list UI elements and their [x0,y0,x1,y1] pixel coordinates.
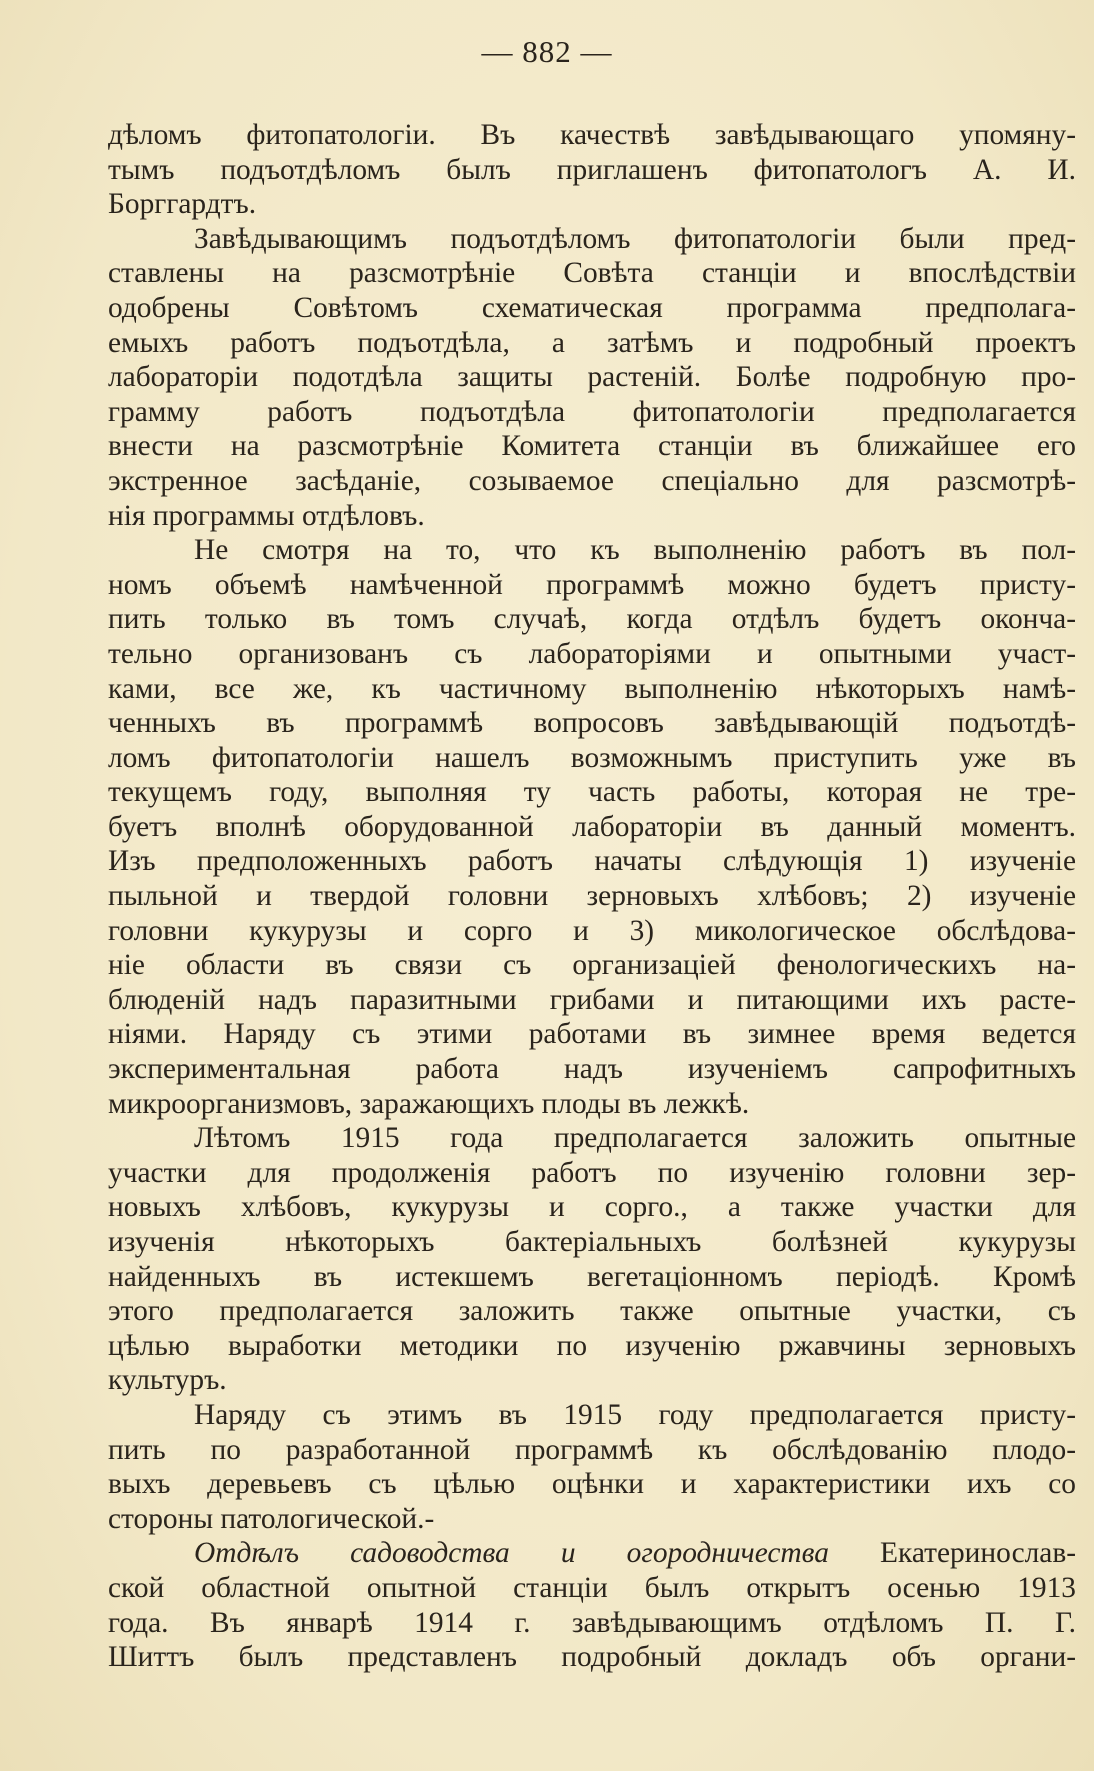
text-line: выхъ деревьевъ съ цѣлью оцѣнки и характеристики ихъ со [108,1468,1076,1501]
text-line: емыхъ работъ подъотдѣла, а затѣмъ и подробный проектъ [108,326,1076,359]
section-start-line [108,1536,1076,1571]
text-line: пить только въ томъ случаѣ, когда отдѣлъ будетъ оконча- [108,603,1076,636]
section-heading: Отдѣлъ садоводства и огородничества [194,1537,829,1570]
text-line: экстренное засѣданіе, созываемое спеціально для разсмотрѣ- [108,464,1076,497]
text-line: ломъ фитопатологіи нашелъ возможнымъ приступить уже въ [108,741,1076,774]
text-line: одобрены Совѣтомъ схематическая программа предполага- [108,291,1076,324]
text-line: блюденій надъ паразитными грибами и питающими ихъ расте- [108,983,1076,1016]
paragraph-start-line: Лѣтомъ 1915 года предполагается заложить опытные [194,1122,1076,1155]
text-line: микроорганизмовъ, заражающихъ плоды въ лежкѣ. [108,1087,750,1120]
text-line: участки для продолженія работъ по изученію головни зер- [108,1156,1076,1189]
text-line: ками, все же, къ частичному выполненію нѣкоторыхъ намѣ- [108,672,1076,705]
text-line: буетъ вполнѣ оборудованной лабораторіи въ данный моментъ. [108,810,1076,843]
text-line: Борггардтъ. [108,188,257,221]
text-line: цѣлью выработки методики по изученію ржавчины зерновыхъ [108,1329,1076,1362]
text-line: стороны патологической.- [108,1502,435,1535]
text-line: лабораторіи подотдѣла защиты растеній. Болѣе подробную про- [108,361,1076,394]
text-line: этого предполагается заложить также опытные участки, съ [108,1295,1076,1328]
text-line: изученія нѣкоторыхъ бактеріальныхъ болѣзней кукурузы [108,1226,1076,1258]
text-line: головни кукурузы и сорго и 3) микологическое обслѣдова- [108,914,1076,947]
paragraph-start-line: Не смотря на то, что къ выполненію работъ въ пол- [194,534,1076,567]
text-line: пыльной и твердой головни зерновыхъ хлѣбовъ; 2) изученіе [108,880,1076,913]
text-line: ской областной опытной станціи былъ открытъ осенью 1913 [108,1571,1076,1604]
text-line: ченныхъ въ программѣ вопросовъ завѣдывающій подъотдѣ- [108,707,1076,740]
text-line: найденныхъ въ истекшемъ вегетаціонномъ періодѣ. Кромѣ [108,1260,1076,1293]
text-line: текущемъ году, выполняя ту часть работы, которая не тре- [108,776,1076,809]
text-line: грамму работъ подъотдѣла фитопатологіи предполагается [108,395,1076,428]
body-text [108,118,1076,1675]
text-line: года. Въ январѣ 1914 г. завѣдывающимъ отдѣломъ П. Г. [108,1606,1076,1639]
text-line: Шиттъ былъ представленъ подробный докладъ объ органи- [108,1641,1076,1674]
text-line: экспериментальная работа надъ изученіемъ сапрофитныхъ [108,1053,1076,1086]
text-line: новыхъ хлѣбовъ, кукурузы и сорго., а также участки для [108,1191,1076,1224]
paragraph-start-line: Завѣдывающимъ подъотдѣломъ фитопатологіи были пред- [194,222,1076,255]
text-line: нія программы отдѣловъ. [108,499,425,532]
text-line: ніями. Наряду съ этими работами въ зимнее время ведется [108,1018,1076,1051]
text-line: внести на разсмотрѣніе Комитета станціи въ ближайшее его [108,430,1076,463]
text-line: тымъ подъотдѣломъ былъ приглашенъ фитопатологъ А. И. [108,153,1076,186]
text-line: тельно организованъ съ лабораторіями и опытными участ- [108,637,1076,670]
text-line: дѣломъ фитопатологіи. Въ качествѣ завѣдывающаго упомяну- [108,119,1076,151]
page-number: — 882 — [481,34,613,69]
text-line: культуръ. [108,1364,227,1397]
text-line: номъ объемѣ намѣченной программѣ можно будетъ присту- [108,568,1076,601]
paragraph-start-line: Наряду съ этимъ въ 1915 году предполагается присту- [194,1398,1076,1431]
section-start-text: Екатеринослав- [880,1537,1076,1570]
text-line: ставлены на разсмотрѣніе Совѣта станціи и впослѣдствіи [108,257,1076,290]
text-line: пить по разработанной программѣ къ обслѣдованію плодо- [108,1433,1076,1466]
text-line: Изъ предположенныхъ работъ начаты слѣдующія 1) изученіе [108,845,1076,878]
text-line: ніе области въ связи съ организаціей фенологическихъ на- [108,949,1076,982]
